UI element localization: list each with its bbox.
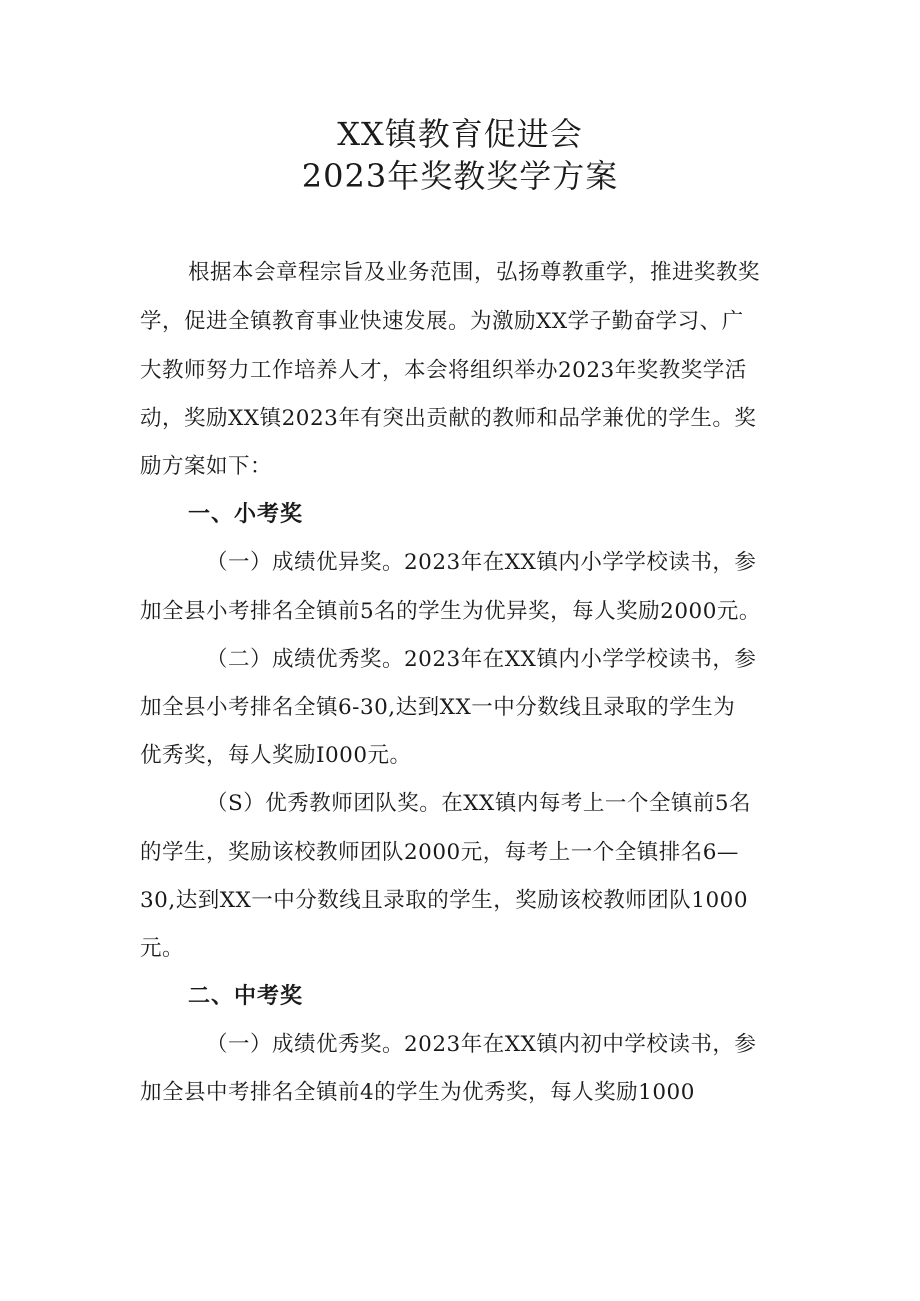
document-title-line-2: 2023年奖教奖学方案 [301, 157, 619, 195]
document-title-line-1: XX镇教育促进会 [337, 115, 583, 153]
section-1-item-2-line-1: （二）成绩优秀奖。2023年在XX镇内小学学校读书，参 [206, 647, 757, 672]
section-1-item-1-line-2: 加全县小考排名全镇前5名的学生为优异奖，每人奖励2000元。 [140, 599, 761, 624]
intro-line-2: 学，促进全镇教育事业快速发展。为激励XX学子勤奋学习、广 [140, 309, 744, 334]
section-2-item-1-line-2: 加全县中考排名全镇前4的学生为优秀奖，每人奖励1000 [140, 1080, 695, 1105]
section-1-item-3-line-4: 元。 [140, 936, 185, 961]
section-2-heading: 二、中考奖 [188, 984, 304, 1009]
section-1-item-2-line-3: 优秀奖，每人奖励I000元。 [140, 743, 412, 768]
section-2-item-1-line-1: （一）成绩优秀奖。2023年在XX镇内初中学校读书，参 [206, 1032, 757, 1057]
section-1-item-3-line-1: （S）优秀教师团队奖。在XX镇内每考上一个全镇前5名 [206, 791, 752, 816]
section-1-item-3-line-2: 的学生，奖励该校教师团队2000元，每考上一个全镇排名6— [140, 840, 739, 865]
section-1-item-2-line-2: 加全县小考排名全镇6-30,达到XX一中分数线且录取的学生为 [140, 695, 736, 720]
section-1-item-1-line-1: （一）成绩优异奖。2023年在XX镇内小学学校读书，参 [206, 550, 757, 575]
intro-line-1: 根据本会章程宗旨及业务范围，弘扬尊教重学，推进奖教奖 [188, 260, 761, 285]
intro-line-5: 励方案如下： [140, 454, 273, 479]
intro-line-3: 大教师努力工作培养人才，本会将组织举办2023年奖教奖学活 [140, 358, 747, 383]
intro-line-4: 动，奖励XX镇2023年有突出贡献的教师和品学兼优的学生。奖 [140, 406, 757, 431]
section-1-heading: 一、小考奖 [188, 502, 304, 527]
section-1-item-3-line-3: 30,达到XX一中分数线且录取的学生，奖励该校教师团队1000 [140, 888, 749, 913]
